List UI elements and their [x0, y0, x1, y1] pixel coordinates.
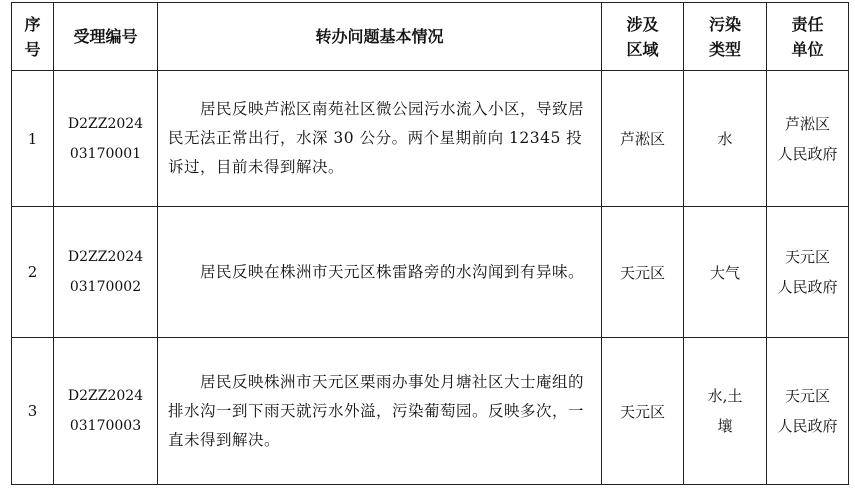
- row-seq: 3: [12, 338, 54, 485]
- header-row: [12, 3, 849, 71]
- row-id: D2ZZ2024 03170001: [54, 71, 158, 207]
- row-pollution: 水: [684, 71, 767, 207]
- header-seq: 序 号: [12, 3, 54, 71]
- row-unit: 天元区 人民政府: [767, 338, 849, 485]
- row-desc: 居民反映芦淞区南苑社区微公园污水流入小区，导致居民无法正常出行，水深 30 公分。两个星期前向 12345 投诉过，目前未得到解决。: [158, 71, 602, 207]
- row-area: 天元区: [602, 338, 684, 485]
- complaint-table: [11, 2, 849, 485]
- header-unit: 责任 单位: [767, 3, 849, 71]
- row-area: 芦淞区: [602, 71, 684, 207]
- row-pollution: 大气: [684, 207, 767, 338]
- header-desc: 转办问题基本情况: [158, 3, 602, 71]
- header-id: 受理编号: [54, 3, 158, 71]
- row-unit: 天元区 人民政府: [767, 207, 849, 338]
- row-unit: 芦淞区 人民政府: [767, 71, 849, 207]
- table-row: [12, 338, 849, 485]
- row-pollution: 水,土 壤: [684, 338, 767, 485]
- header-area: 涉及 区域: [602, 3, 684, 71]
- table-row: [12, 71, 849, 207]
- row-desc: 居民反映株洲市天元区栗雨办事处月塘社区大士庵组的排水沟一到下雨天就污水外溢，污染葡萄园。反映多次，一直未得到解决。: [158, 338, 602, 485]
- row-desc: 居民反映在株洲市天元区株雷路旁的水沟闻到有异味。: [158, 207, 602, 338]
- row-seq: 2: [12, 207, 54, 338]
- header-pollution: 污染 类型: [684, 3, 767, 71]
- row-id: D2ZZ2024 03170002: [54, 207, 158, 338]
- row-seq: 1: [12, 71, 54, 207]
- row-id: D2ZZ2024 03170003: [54, 338, 158, 485]
- table-row: [12, 207, 849, 338]
- row-area: 天元区: [602, 207, 684, 338]
